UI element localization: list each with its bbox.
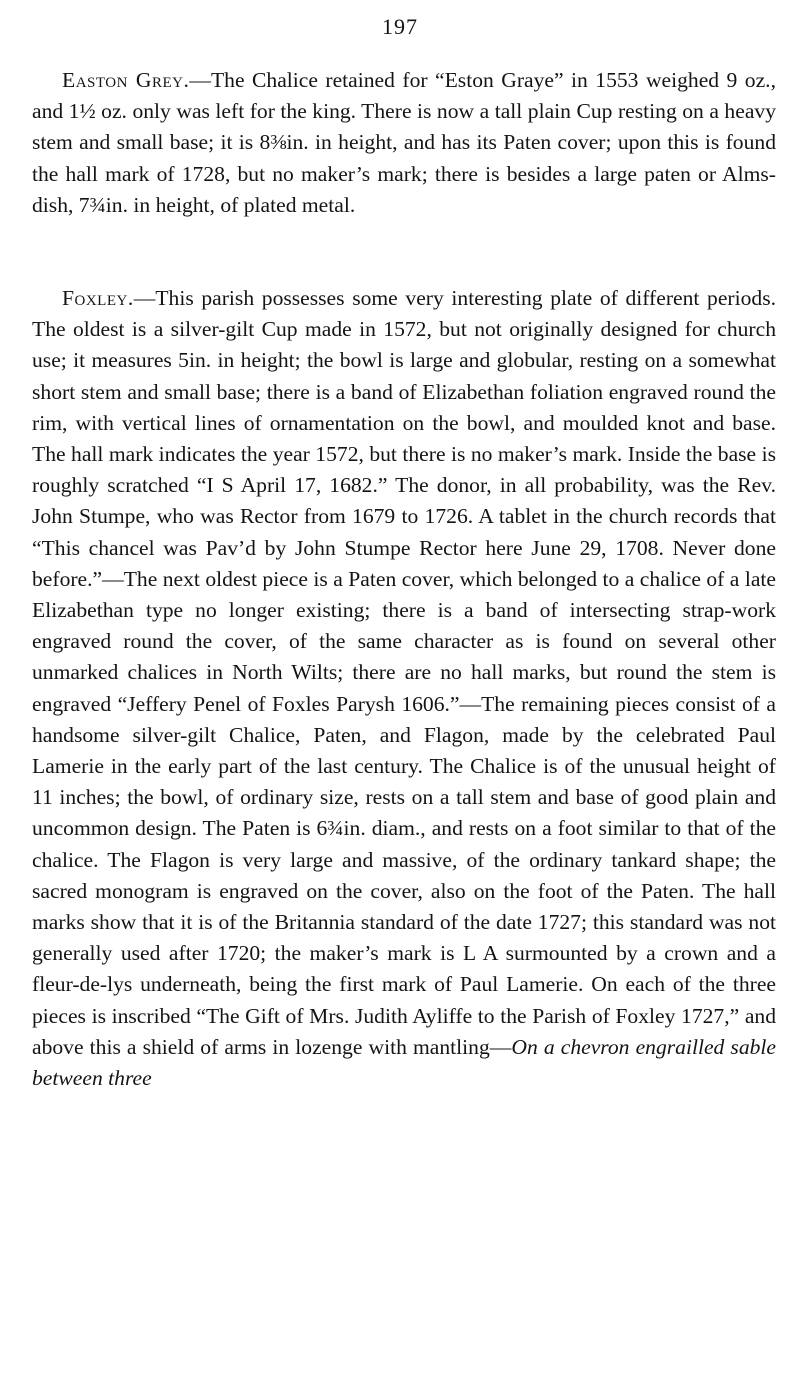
foxley-italic-blazon: On a chevron engrailled sable between three <box>32 1034 776 1091</box>
foxley-text: —This parish possesses some very interesting plate of different periods. The oldest is a silver-gilt Cup made in 1572, but not originally designed for church use; it measures 5in. in height; the bowl is large and globular, resting on a somewhat short stem and small base; there is a band of Elizabethan foliation engraved round the rim, with vertical lines of ornamentation on the bowl, and moulded knot and base. The hall mark indicates the year 1572, but there is no maker’s mark. Inside the base is roughly scratched “I S April 17, 1682.” The donor, in all probability, was the Rev. John Stumpe, who was Rector from 1679 to 1726. A tablet in the church records that “This chancel was Pav’d by John Stumpe Rector here June 29, 1708. Never done before.”—The next oldest piece is a Paten cover, which belonged to a chalice of a late Elizabethan type no longer existing; there is a band of intersecting strap-work engraved round the cover, of the same character as is found on several other unmarked chalices in North Wilts; there are no hall marks, but round the stem is engraved “Jeffery Penel of Foxles Parysh 1606.”—The remaining pieces consist of a handsome silver-gilt Chalice, Paten, and Flagon, made by the celebrated Paul Lamerie in the early part of the last century. The Chalice is of the unusual height of 11 inches; the bowl, of ordinary size, rests on a tall stem and base of good plain and uncommon design. The Paten is 6¾in. diam., and rests on a foot similar to that of the chalice. The Flagon is very large and massive, of the ordinary tankard shape; the sacred monogram is engraved on the cover, also on the foot of the Paten. The hall marks show that it is of the Britannia standard of the date 1727; this standard was not generally used after 1720; the maker’s mark is L A surmounted by a crown and a fleur-de-lys underneath, being the first mark of Paul Lamerie. On each of the three pieces is inscribed “The Gift of Mrs. Judith Ayliffe to the Parish of Foxley 1727,” and above this a shield of arms in lozenge with mantling— <box>32 286 776 1059</box>
paragraph-foxley <box>32 283 776 1094</box>
paragraph-easton-grey <box>32 65 776 221</box>
easton-grey-text: —The Chalice retained for “Eston Graye” in 1553 weighed 9 oz., and 1½ oz. only was left for the king. There is now a tall plain Cup resting on a heavy stem and small base; it is 8⅜in. in height, and has its Paten cover; upon this is found the hall mark of 1728, but no maker’s mark; there is besides a large paten or Alms-dish, 7¾in. in height, of plated metal. <box>32 68 776 217</box>
page-number: 197 <box>382 14 418 39</box>
foxley-heading: Foxley. <box>62 286 134 310</box>
easton-grey-heading: Easton Grey. <box>62 68 190 92</box>
